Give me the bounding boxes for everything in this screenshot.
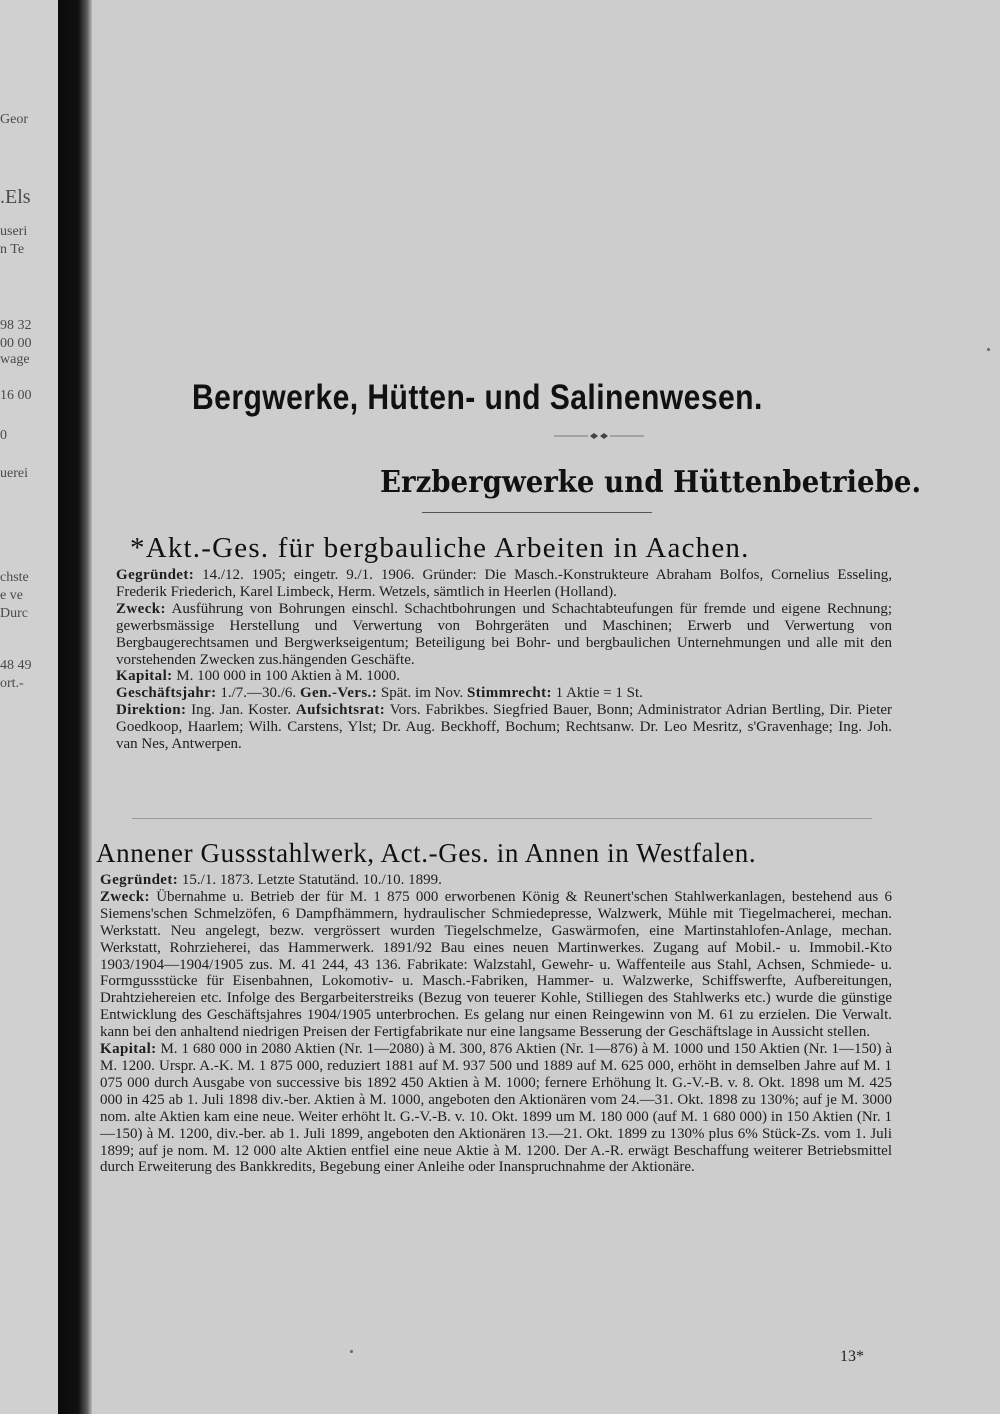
business-year-text: 1./7.—30./6.: [220, 685, 297, 702]
entry-business-year: [116, 685, 892, 702]
purpose-text: Ausführung von Bohrungen einschl. Schachtbohrungen und Schachtabteufungen für fremde und eigene Rechnung; gewerbsmässige Herstellung und Verwertung von Bohrgeräten und Maschinen; Erwerb und Verwertung von Bergbaugerechtsamen und Bergwerkseigentum; Beteiligung bei Bohr- und bergbaulichen Unternehmungen und alle mit den vorstehenden Zwecken zus.hängenden Geschäfte.: [116, 600, 892, 668]
margin-fragment: n Te: [0, 242, 25, 257]
company-title: Annener Gussstahlwerk, Act.-Ges. in Annen in Westfalen.: [96, 838, 757, 868]
adjacent-page-margin: [0, 0, 58, 1414]
company-entry: [100, 872, 892, 1176]
page-number: 13*: [840, 1348, 864, 1365]
entry-purpose: [116, 601, 892, 669]
business-year-label: Geschäftsjahr:: [116, 685, 217, 702]
entry-capital: [100, 1041, 892, 1176]
founded-text: 15./1. 1873. Letzte Statutänd. 10./10. 1899.: [181, 872, 442, 888]
margin-fragment: 48 49: [0, 658, 32, 673]
management-text: Ing. Jan. Koster.: [191, 702, 292, 719]
capital-text: M. 100 000 in 100 Aktien à M. 1000.: [176, 668, 401, 685]
founded-label: Gegründet:: [100, 872, 179, 888]
margin-fragment: 0: [0, 428, 7, 443]
entry-founded: [116, 567, 892, 601]
purpose-label: Zweck:: [100, 888, 150, 905]
purpose-label: Zweck:: [116, 600, 166, 617]
general-meeting-label: Gen.-Vers.:: [299, 685, 378, 702]
management-label: Direktion:: [116, 702, 187, 719]
subsection-title: Erzbergwerke und Hüttenbetriebe.: [380, 465, 922, 500]
divider-rule: [422, 512, 652, 513]
margin-fragment: Durc: [0, 606, 28, 621]
margin-fragment: 98 32: [0, 318, 32, 333]
founded-text: 14./12. 1905; eingetr. 9./1. 1906. Gründer: Die Masch.-Konstrukteure Abraham Bolfos, Cornelius Esseling, Frederik Friederich, Karel Limbeck, Herm. Wetzels, sämtlich in Heerlen (Holland).: [116, 567, 892, 600]
margin-fragment: wage: [0, 352, 30, 367]
margin-fragment: ort.-: [0, 676, 24, 691]
entry-capital: [116, 668, 892, 685]
capital-label: Kapital:: [100, 1041, 157, 1058]
margin-fragment: .Els: [0, 186, 31, 208]
voting-right-label: Stimmrecht:: [466, 685, 552, 702]
divider-rule: [132, 818, 872, 819]
margin-fragment: useri: [0, 224, 28, 239]
purpose-text: Übernahme u. Betrieb der für M. 1 875 000 erworbenen König & Reunert'schen Stahlwerkanlagen, bestehend aus 6 Siemens'schen Schmelzöfen, 6 Dampfhämmern, hydraulischer Schmiedepresse, Walzwerk, Mühle mit Tiegelmacherei, mechan. Werkstatt. Neu angelegt, bezw. vergrössert wurden Tiegelschmelze, Gaswärmofen, eine Martinstahlofen-Anlage, mechan. Werkstatt, Rohrzieherei, das Hammerwerk. 1891/92 Bau eines neuen Martinwerkes. Zugang auf Mobil.- u. Immobil.-Kto 1903/1904—1904/1905 zus. M. 41 244, 43 136. Fabrikate: Walzstahl, Gewehr- u. Waffenteile aus Stahl, Achsen, Schmiede- u. Formgussstücke für Eisenbahnen, Lokomotiv- u. Masch.-Fabriken, Hammer- u. Walzwerke, Schiffswerfte, Aufbereitungen, Drahtziehereien etc. Infolge des Bergarbeiterstreiks (Bezug von teuerer Kohle, Stilliegen des Stahlwerks etc.) wurde die günstige Entwicklung des Geschäftsjahres 1904/1905 unterbrochen. Es gelang nur einen Reingewinn von M. 61 zu erzielen. Die Verwalt. kann bei den anhaltend niedrigen Preisen der Fertigfabrikate nur eine langsame Besserung der Geschäftslage in Aussicht stellen.: [100, 888, 892, 1041]
margin-fragment: 16 00: [0, 388, 32, 403]
paper-speck: [987, 348, 990, 351]
capital-label: Kapital:: [116, 668, 173, 685]
voting-right-text: 1 Aktie = 1 St.: [555, 685, 643, 702]
supervisory-board-text: Vors. Fabrikbes. Siegfried Bauer, Bonn; Administrator Adrian Bertling, Dir. Pieter Goedkoop, Haarlem; Wilh. Carstens, Ylst; Dr. Aug. Beckhoff, Bochum; Rechtsanw. Dr. Leo Mesritz, s'Gravenhage; Ing. Joh. van Nes, Antwerpen.: [116, 702, 893, 753]
section-title: Bergwerke, Hütten- und Salinenwesen.: [192, 378, 763, 417]
capital-text: M. 1 680 000 in 2080 Aktien (Nr. 1—2080) à M. 300, 876 Aktien (Nr. 1—876) à M. 1000 und 150 Aktien (Nr. 1—150) à M. 1200. Urspr. A.-K. M. 1 875 000, reduziert 1881 auf M. 937 500 und 1889 auf M. 625 000, erhöht in demselben Jahre auf M. 1 075 000 durch Ausgabe von successive bis 1892 450 Aktien à M. 1000; fernere Erhöhung lt. G.-V.-B. v. 8. Okt. 1898 um M. 425 000 in 425 ab 1. Juli 1898 div.-ber. Aktien à M. 1000, angeboten den Aktionären vom 24.—31. Okt. 1898 zu 130%; auf je M. 3000 nom. alte Aktien kam eine neue. Weiter erhöht lt. G.-V.-B. v. 10. Okt. 1899 um M. 180 000 (auf M. 1 680 000) in 150 Aktien (Nr. 1—150) à M. 1200, div.-ber. ab 1. Juli 1899, angeboten den Aktionären 13.—21. Okt. 1899 zu 130% plus 6% Stück-Zs. vom 1. Juli 1899; auf je nom. M. 12 000 alte Aktien entfiel eine neue Aktie à M. 1200. Der A.-R. erwägt Beschaffung weiterer Betriebsmittel durch Erweiterung des Bankkredits, Begebung einer Anleihe oder Inanspruchnahme der Aktionäre.: [100, 1041, 892, 1176]
entry-founded: [100, 872, 892, 889]
paper-speck: [350, 1350, 353, 1353]
book-page: [92, 0, 1000, 1414]
margin-fragment: e ve: [0, 588, 23, 603]
general-meeting-text: Spät. im Nov.: [380, 685, 464, 702]
entry-purpose: [100, 889, 892, 1041]
margin-fragment: 00 00: [0, 336, 32, 351]
margin-fragment: chste: [0, 570, 29, 585]
founded-label: Gegründet:: [116, 567, 195, 583]
entry-management: [116, 702, 892, 753]
margin-fragment: Geor: [0, 112, 28, 127]
margin-fragment: uerei: [0, 466, 28, 481]
ornament-divider-icon: [554, 430, 644, 442]
company-entry: [116, 567, 892, 753]
book-spine-shadow: [58, 0, 92, 1414]
company-title: *Akt.-Ges. für bergbauliche Arbeiten in Aachen.: [130, 532, 750, 564]
supervisory-board-label: Aufsichtsrat:: [295, 702, 386, 719]
